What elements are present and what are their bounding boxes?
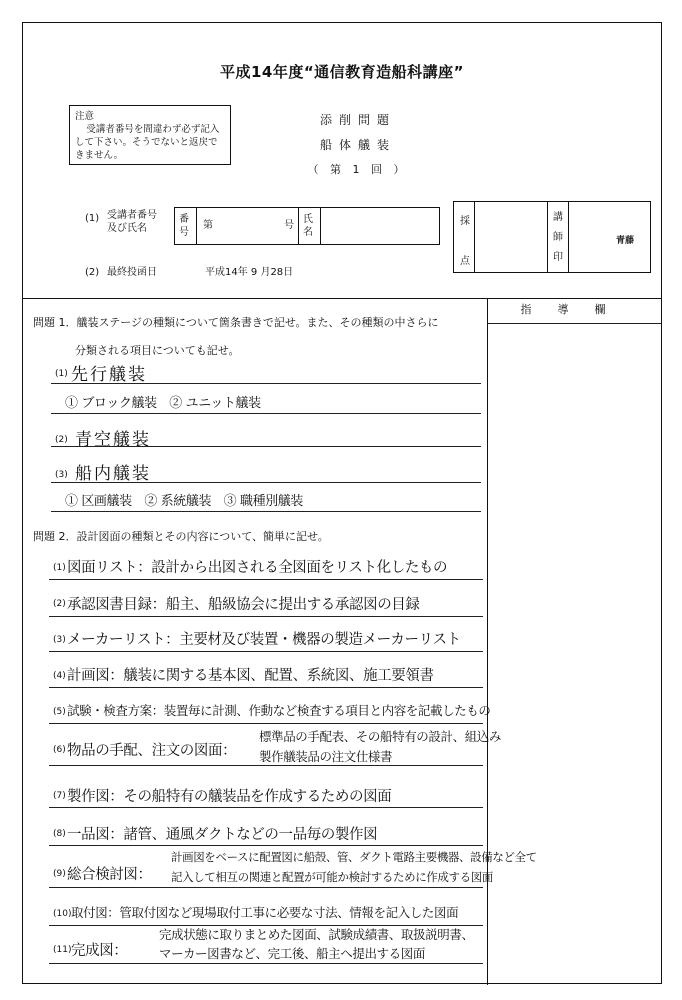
answer-line (49, 807, 483, 808)
shimei-label-cell (299, 208, 321, 244)
item1-number: (1) (85, 213, 100, 224)
q1-answer-1: 先行艤装 (71, 365, 147, 385)
teacher-stamp: 青藤 (616, 236, 635, 246)
score-label-top: 採 (460, 216, 470, 227)
item1-label-b: 及び氏名 (107, 223, 147, 234)
q2-answer-5-number: (5) (53, 707, 66, 717)
q2-answer-11-line3: マーカー図書など、完工後、船主へ提出する図面 (159, 946, 425, 961)
q2-answer-11-line2: 完成状態に取りまとめた図面、試験成績書、取扱説明書、 (159, 927, 474, 942)
exam-subject: 船体艤装 (319, 138, 396, 152)
q1-answer-1-sub: ① ブロック艤装 ② ユニット艤装 (65, 396, 261, 411)
answer-line (51, 383, 481, 384)
question-1-text-a: 問題 1．艤装ステージの種類について箇条書きで記せ。また、その種類の中さらに (33, 316, 439, 329)
teacher-stamp-label: 講師印 (553, 212, 563, 263)
item2-date: 平成14年 9 月28日 (205, 267, 294, 278)
q2-answer-3: メーカーリスト：主要材及び装置・機器の製造メーカーリスト (67, 632, 461, 648)
question-2-text: 問題 2．設計図面の種類とその内容について、簡単に記せ。 (33, 530, 329, 543)
answer-line (49, 579, 483, 580)
notice-heading: 注意 (75, 111, 95, 122)
q2-answer-7: 製作図：その船特有の艤装品を作成するための図面 (67, 789, 392, 805)
bango-label-cell (175, 208, 197, 244)
answer-line (49, 765, 483, 766)
q2-answer-6: 物品の手配、注文の図面： (67, 743, 237, 759)
column-divider (487, 324, 488, 985)
q1-answer-2: 青空艤装 (75, 430, 151, 450)
q2-answer-7-number: (7) (53, 791, 66, 801)
answer-line (49, 845, 483, 846)
q2-answer-6-line2: 標準品の手配表、その船特有の設計、組込み (259, 729, 502, 744)
item2-number: (2) (85, 267, 100, 278)
bango-label: 番号 (179, 214, 189, 238)
answer-line (49, 723, 483, 724)
q1-answer-2-number: (2) (55, 435, 68, 445)
dai-label: 第 (203, 220, 213, 231)
answer-line (51, 413, 481, 414)
answer-line (51, 446, 481, 447)
answer-line (49, 651, 483, 652)
column-divider-top (487, 298, 488, 324)
shimei-label: 氏名 (303, 214, 313, 238)
answer-line (51, 482, 481, 483)
q2-answer-1-number: (1) (53, 563, 66, 573)
item1-label-a: 受講者番号 (107, 210, 157, 221)
q2-answer-10-number: (10) (53, 909, 72, 919)
q1-answer-3-number: (3) (55, 470, 68, 480)
student-name-field[interactable] (321, 208, 439, 244)
answer-line (51, 511, 481, 512)
notice-box (69, 105, 231, 165)
answer-line (49, 963, 483, 964)
q2-answer-3-number: (3) (53, 635, 66, 645)
q2-answer-4-number: (4) (53, 671, 66, 681)
q2-answer-10: 取付図：管取付図など現場取付工事に必要な寸法、情報を記入した図面 (71, 905, 459, 920)
q2-answer-11: 完成図： (71, 943, 128, 959)
answer-line (49, 887, 483, 888)
q2-answer-9: 総合検討図： (67, 867, 152, 883)
answer-line (49, 687, 483, 688)
exam-round: （ 第 1 回 ） (307, 163, 409, 176)
q2-answer-11-number: (11) (53, 945, 72, 955)
q2-answer-1: 図面リスト：設計から出図される全図面をリスト化したもの (67, 560, 448, 576)
page-title: 平成14年度“通信教育造船科講座” (219, 63, 465, 81)
question-1-text-b: 分類される項目についても記せ。 (75, 344, 240, 357)
answer-line (49, 616, 483, 617)
q2-answer-2: 承認図書目録：船主、船級協会に提出する承認図の目録 (67, 597, 420, 613)
answer-sheet (22, 22, 662, 984)
score-box (453, 201, 651, 273)
score-label-bottom: 点 (460, 256, 470, 267)
section-divider (23, 298, 661, 299)
q1-answer-3-sub: ① 区画艤装 ② 系統艤装 ③ 職種別艤装 (65, 494, 303, 509)
q2-answer-4: 計画図：艤装に関する基本図、配置、系統図、施工要領書 (67, 668, 434, 684)
score-field[interactable] (475, 202, 547, 272)
q2-answer-2-number: (2) (53, 599, 66, 609)
q2-answer-8: 一品図：諸管、通風ダクトなどの一品毎の製作図 (67, 827, 378, 843)
notice-text: 受講者番号を間違わず必ず記入して下さい。そうでないと返戻できません。 (75, 124, 220, 161)
q2-answer-9-number: (9) (53, 869, 66, 879)
student-number-field[interactable] (197, 208, 299, 244)
q2-answer-5: 試験・検査方案：装置毎に計測、作動など検査する項目と内容を記載したもの (67, 703, 491, 718)
q1-answer-3: 船内艤装 (75, 464, 151, 484)
q2-answer-6-line3: 製作艤装品の注文仕様書 (259, 749, 393, 764)
guidance-column-label: 指導欄 (520, 303, 632, 316)
guidance-header-line (487, 323, 661, 324)
item2-label: 最終投函日 (107, 267, 157, 278)
q2-answer-9-line2: 計画図をベースに配置図に船殻、管、ダクト電路主要機器、設備など全て (171, 850, 537, 864)
q2-answer-8-number: (8) (53, 829, 66, 839)
q2-answer-9-line3: 記入して相互の関連と配置が可能か検討するために作成する図面 (171, 870, 493, 884)
go-label: 号 (284, 220, 294, 231)
q2-answer-6-number: (6) (53, 745, 66, 755)
q1-answer-1-number: (1) (55, 369, 68, 379)
student-id-box (174, 207, 440, 245)
exam-type: 添削問題 (319, 113, 396, 127)
